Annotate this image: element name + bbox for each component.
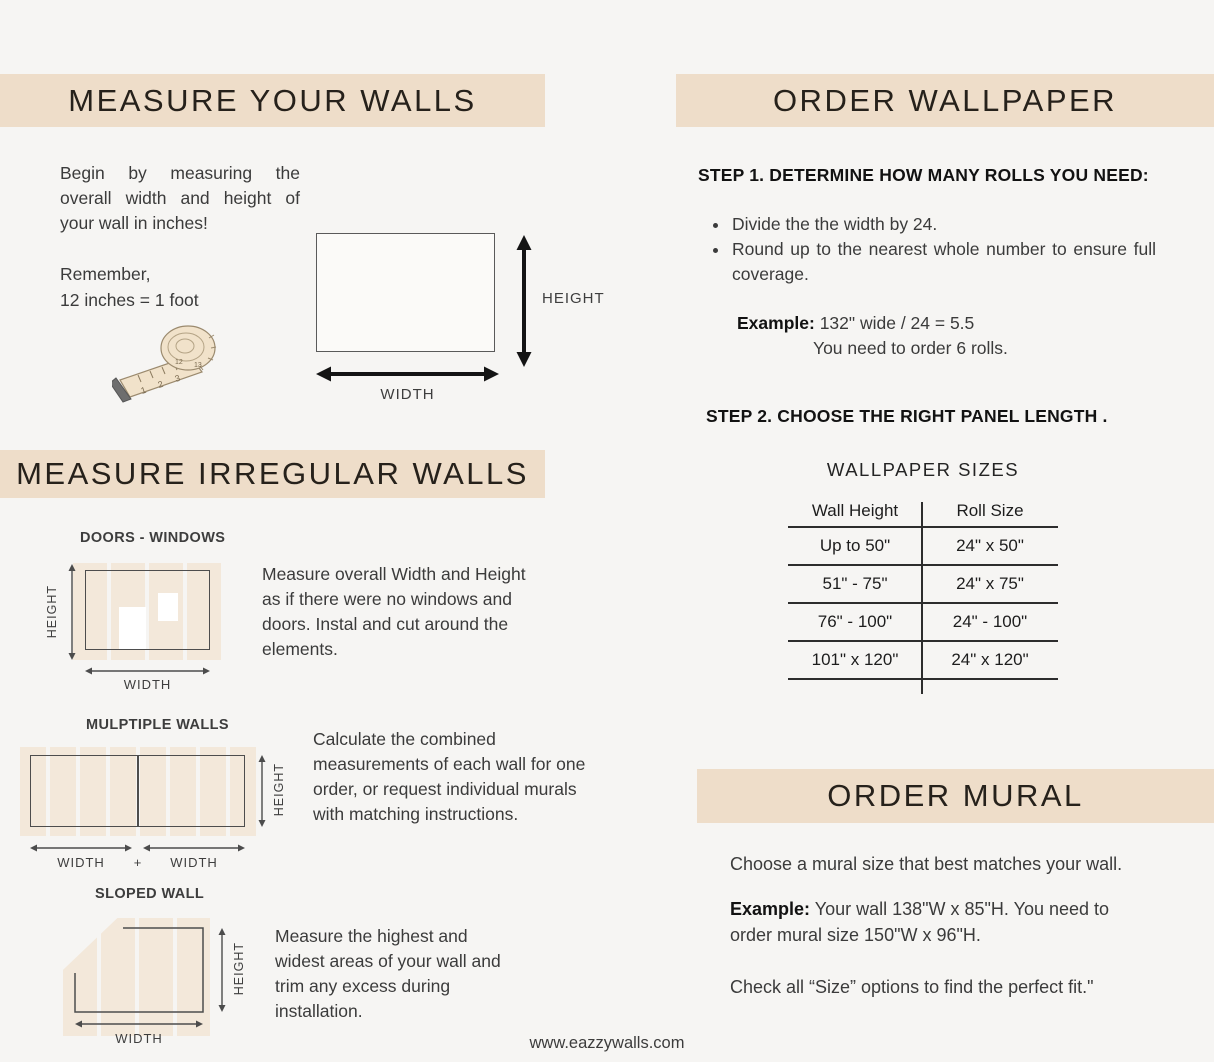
measure-walls-title: MEASURE YOUR WALLS xyxy=(68,82,477,118)
plus-sign: + xyxy=(133,855,143,870)
width-arrow-icon xyxy=(85,665,210,677)
sloped-wall-text: Measure the highest and widest areas of your wall and trim any excess during installation. xyxy=(275,926,501,1021)
wallpaper-sizes-table xyxy=(788,496,1058,680)
order-mural-text xyxy=(730,851,1155,1000)
door-shape xyxy=(119,607,146,649)
wall-outline xyxy=(85,570,210,650)
example-calculation: 132" wide / 24 = 5.5 xyxy=(819,313,975,333)
example-label: Example: xyxy=(737,313,815,333)
roll-size-cell: 24" x 120" xyxy=(951,650,1029,669)
measure-walls-intro: Begin by measuring the overall width and height of your wall in inches! xyxy=(60,163,300,233)
example-label: Example: xyxy=(730,899,811,919)
multiple-walls-text: Calculate the combined measurements of each wall for one order, or request individual murals with matching instructions. xyxy=(313,729,586,824)
width-arrow-icon xyxy=(143,842,245,854)
step1-heading: STEP 1. DETERMINE HOW MANY ROLLS YOU NEED: xyxy=(698,165,1149,185)
rolls-example xyxy=(737,311,1167,361)
svg-text:13: 13 xyxy=(194,362,202,369)
measure-walls-header-bar xyxy=(0,74,545,127)
remember-line-2: 12 inches = 1 foot xyxy=(60,290,199,310)
roll-size-cell: 24" - 100" xyxy=(952,612,1028,631)
order-wallpaper-title: ORDER WALLPAPER xyxy=(772,82,1118,118)
svg-text:12: 12 xyxy=(175,359,183,366)
multiple-walls-label: MULPTIPLE WALLS xyxy=(86,717,229,733)
height-arrow-icon xyxy=(66,564,78,660)
sloped-wall-label: SLOPED WALL xyxy=(95,886,205,902)
table-header-row xyxy=(788,496,1058,528)
svg-text:3: 3 xyxy=(173,372,182,384)
wall-divider-line xyxy=(137,755,139,827)
mural-example-text: Your wall 138"W x 85"H. You need to order mural size 150"W x 96"H. xyxy=(730,899,1110,945)
height-arrow-icon xyxy=(216,928,228,1012)
table-divider-line xyxy=(921,502,923,694)
width-arrow-icon xyxy=(75,1018,203,1030)
height-arrow-icon xyxy=(513,235,535,367)
width-label: WIDTH xyxy=(57,855,105,870)
height-label: HEIGHT xyxy=(232,942,246,996)
table-row xyxy=(788,528,1058,566)
roll-size-cell: 24" x 75" xyxy=(956,574,1024,593)
width-arrow-icon xyxy=(316,363,499,385)
width-label: WIDTH xyxy=(380,386,435,403)
step2-heading: STEP 2. CHOOSE THE RIGHT PANEL LENGTH . xyxy=(706,406,1108,426)
tape-measure-icon xyxy=(112,320,236,412)
remember-note xyxy=(60,261,300,313)
svg-text:1: 1 xyxy=(139,384,148,396)
height-label: HEIGHT xyxy=(272,763,286,817)
table-row xyxy=(788,642,1058,680)
wall-diagram xyxy=(316,233,621,418)
mural-paragraph: Choose a mural size that best matches your wall. xyxy=(730,854,1123,874)
wall-height-cell: Up to 50" xyxy=(819,536,891,555)
wall-height-cell: 101" x 120" xyxy=(811,650,899,669)
bullet-item: • Round up to the nearest whole number to ensure full coverage. xyxy=(730,237,1156,287)
irregular-walls-header-bar xyxy=(0,450,545,498)
order-mural-title: ORDER MURAL xyxy=(827,778,1084,813)
window-shape xyxy=(158,593,178,621)
height-arrow-icon xyxy=(256,755,268,827)
multiple-walls-diagram xyxy=(18,745,318,870)
doors-windows-text: Measure overall Width and Height as if there were no windows and doors. Instal and cut around the elements. xyxy=(262,564,526,659)
height-label: HEIGHT xyxy=(45,585,59,639)
irregular-walls-title: MEASURE IRREGULAR WALLS xyxy=(16,456,529,491)
wall-rectangle xyxy=(316,233,495,352)
order-wallpaper-header-bar xyxy=(676,74,1214,127)
doors-windows-diagram xyxy=(45,560,255,698)
width-label: WIDTH xyxy=(170,855,218,870)
order-mural-header-bar xyxy=(697,769,1214,823)
remember-line-1: Remember, xyxy=(60,264,151,284)
example-result: You need to order 6 rolls. xyxy=(813,338,1008,358)
wall-height-cell: 51" - 75" xyxy=(822,574,888,593)
doors-windows-label: DOORS - WINDOWS xyxy=(80,530,226,546)
roll-size-cell: 24" x 50" xyxy=(956,536,1024,555)
svg-text:2: 2 xyxy=(156,378,165,390)
rolls-bullet-list xyxy=(714,212,1156,287)
width-arrow-icon xyxy=(30,842,132,854)
table-row xyxy=(788,566,1058,604)
website-footer: www.eazzywalls.com xyxy=(529,1034,685,1052)
mural-paragraph: Check all “Size” options to find the perfect fit." xyxy=(730,977,1094,997)
column-header-wall-height: Wall Height xyxy=(811,501,899,520)
width-label: WIDTH xyxy=(115,1031,163,1046)
column-header-roll-size: Roll Size xyxy=(956,501,1024,520)
bullet-item: • Divide the the width by 24. xyxy=(730,212,1156,237)
table-row xyxy=(788,604,1058,642)
wall-height-cell: 76" - 100" xyxy=(817,612,893,631)
height-label: HEIGHT xyxy=(542,290,605,307)
width-label: WIDTH xyxy=(123,677,172,692)
wallpaper-sizes-title: WALLPAPER SIZES xyxy=(826,459,1020,480)
